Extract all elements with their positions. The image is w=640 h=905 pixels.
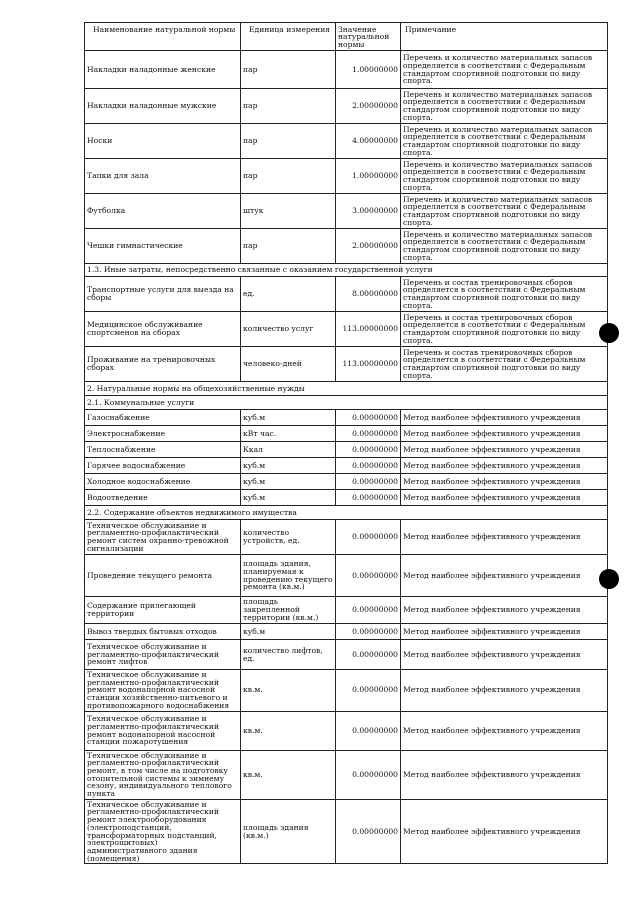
table-row bbox=[85, 159, 608, 194]
row-unit: площадь здания (кв.м.) bbox=[241, 799, 336, 864]
row-name: Проживание на тренировочных сборах bbox=[85, 347, 241, 382]
table-row bbox=[85, 799, 608, 864]
row-value: 0.00000000 bbox=[336, 640, 401, 670]
row-unit: пар bbox=[241, 51, 336, 89]
table-row bbox=[85, 312, 608, 347]
row-value: 0.00000000 bbox=[336, 624, 401, 640]
row-note: Перечень и количество материальных запасов определяется в соответствии с Федеральным стандартом спортивной подготовки по виду спорта. bbox=[401, 194, 608, 229]
row-unit: количество услуг bbox=[241, 312, 336, 347]
header-note: Примечание bbox=[401, 23, 608, 51]
row-value: 0.00000000 bbox=[336, 458, 401, 474]
row-value: 2.00000000 bbox=[336, 89, 401, 124]
row-name: Теплоснабжение bbox=[85, 442, 241, 458]
row-value: 0.00000000 bbox=[336, 426, 401, 442]
table-row bbox=[85, 555, 608, 597]
table-row bbox=[85, 490, 608, 506]
row-unit: количество устройств, ед. bbox=[241, 520, 336, 555]
row-note: Метод наиболее эффективного учреждения bbox=[401, 490, 608, 506]
row-note: Перечень и количество материальных запасов определяется в соответствии с Федеральным стандартом спортивной подготовки по виду спорта. bbox=[401, 51, 608, 89]
table-row bbox=[85, 624, 608, 640]
table-row bbox=[85, 410, 608, 426]
row-name: Электроснабжение bbox=[85, 426, 241, 442]
section-row-2-2-title: 2.2. Содержание объектов недвижимого имущества bbox=[85, 506, 608, 520]
row-name: Проведение текущего ремонта bbox=[85, 555, 241, 597]
row-unit: куб.м bbox=[241, 458, 336, 474]
row-name: Накладки наладонные мужские bbox=[85, 89, 241, 124]
table-row bbox=[85, 640, 608, 670]
row-name: Техническое обслуживание и регламентно-профилактический ремонт лифтов bbox=[85, 640, 241, 670]
row-name: Содержание прилегающей территории bbox=[85, 597, 241, 624]
row-name: Горячее водоснабжение bbox=[85, 458, 241, 474]
row-unit: площадь закрепленной территории (кв.м.) bbox=[241, 597, 336, 624]
row-note: Перечень и количество материальных запасов определяется в соответствии с Федеральным стандартом спортивной подготовки по виду спорта. bbox=[401, 159, 608, 194]
row-unit: куб.м bbox=[241, 410, 336, 426]
norms-table bbox=[84, 22, 608, 864]
row-note: Метод наиболее эффективного учреждения bbox=[401, 520, 608, 555]
row-unit: пар bbox=[241, 229, 336, 264]
section-row-2-2 bbox=[85, 506, 608, 520]
section-row-2 bbox=[85, 382, 608, 396]
row-unit: площадь здания, планируемая к проведению текущего ремонта (кв.м.) bbox=[241, 555, 336, 597]
row-note: Перечень и количество материальных запасов определяется в соответствии с Федеральным стандартом спортивной подготовки по виду спорта. bbox=[401, 89, 608, 124]
row-name: Носки bbox=[85, 124, 241, 159]
row-value: 4.00000000 bbox=[336, 124, 401, 159]
row-note: Метод наиболее эффективного учреждения bbox=[401, 640, 608, 670]
row-unit: ед. bbox=[241, 277, 336, 312]
row-note: Метод наиболее эффективного учреждения bbox=[401, 458, 608, 474]
row-value: 0.00000000 bbox=[336, 750, 401, 799]
table-row bbox=[85, 194, 608, 229]
table-row bbox=[85, 277, 608, 312]
row-name: Техническое обслуживание и регламентно-профилактический ремонт водонапорной насосной станции пожаротушения bbox=[85, 711, 241, 750]
table-row bbox=[85, 442, 608, 458]
row-name: Накладки наладонные женские bbox=[85, 51, 241, 89]
table-row bbox=[85, 520, 608, 555]
table-row bbox=[85, 711, 608, 750]
row-unit: количество лифтов, ед. bbox=[241, 640, 336, 670]
row-note: Перечень и состав тренировочных сборов определяется в соответствии с Федеральным стандартом спортивной подготовки по виду спорта. bbox=[401, 347, 608, 382]
row-value: 0.00000000 bbox=[336, 711, 401, 750]
row-unit: куб.м bbox=[241, 474, 336, 490]
row-name: Техническое обслуживание и регламентно-профилактический ремонт систем охранно-тревожной сигнализации bbox=[85, 520, 241, 555]
row-name: Футболка bbox=[85, 194, 241, 229]
row-value: 0.00000000 bbox=[336, 520, 401, 555]
margin-dot-upper bbox=[599, 323, 619, 343]
row-name: Техническое обслуживание и регламентно-профилактический ремонт электрооборудования (электроподстанций, трансформаторных подстанций, электрощитовых) административного здания (помещения) bbox=[85, 799, 241, 864]
header-value: Значение натуральной нормы bbox=[336, 23, 401, 51]
section-row-1-3-title: 1.3. Иные затраты, непосредственно связанные с оказанием государственной услуги bbox=[85, 264, 608, 277]
row-unit: куб.м bbox=[241, 490, 336, 506]
row-value: 0.00000000 bbox=[336, 799, 401, 864]
row-value: 0.00000000 bbox=[336, 597, 401, 624]
row-name: Вывоз твердых бытовых отходов bbox=[85, 624, 241, 640]
row-unit: штук bbox=[241, 194, 336, 229]
table-row bbox=[85, 597, 608, 624]
table-row bbox=[85, 89, 608, 124]
section-row-2-1-title: 2.1. Коммунальные услуги bbox=[85, 396, 608, 410]
row-value: 0.00000000 bbox=[336, 442, 401, 458]
row-value: 2.00000000 bbox=[336, 229, 401, 264]
table-row bbox=[85, 426, 608, 442]
table-row bbox=[85, 458, 608, 474]
row-note: Метод наиболее эффективного учреждения bbox=[401, 670, 608, 712]
row-name: Холодное водоснабжение bbox=[85, 474, 241, 490]
row-note: Метод наиболее эффективного учреждения bbox=[401, 624, 608, 640]
table-row bbox=[85, 750, 608, 799]
row-name: Медицинское обслуживание спортсменов на сборах bbox=[85, 312, 241, 347]
row-name: Чешки гимнастические bbox=[85, 229, 241, 264]
row-value: 0.00000000 bbox=[336, 670, 401, 712]
row-value: 1.00000000 bbox=[336, 51, 401, 89]
row-unit: куб.м bbox=[241, 624, 336, 640]
row-note: Перечень и количество материальных запасов определяется в соответствии с Федеральным стандартом спортивной подготовки по виду спорта. bbox=[401, 229, 608, 264]
row-note: Метод наиболее эффективного учреждения bbox=[401, 711, 608, 750]
row-unit: кв.м. bbox=[241, 711, 336, 750]
table-row bbox=[85, 347, 608, 382]
section-row-2-title: 2. Натуральные нормы на общехозяйственные нужды bbox=[85, 382, 608, 396]
row-note: Метод наиболее эффективного учреждения bbox=[401, 597, 608, 624]
row-note: Метод наиболее эффективного учреждения bbox=[401, 799, 608, 864]
row-value: 0.00000000 bbox=[336, 490, 401, 506]
row-name: Тапки для зала bbox=[85, 159, 241, 194]
row-name: Газоснабжение bbox=[85, 410, 241, 426]
table-row bbox=[85, 670, 608, 712]
table-row bbox=[85, 124, 608, 159]
header-name: Наименование натуральной нормы bbox=[85, 23, 241, 51]
row-note: Метод наиболее эффективного учреждения bbox=[401, 442, 608, 458]
row-name: Водоотведение bbox=[85, 490, 241, 506]
row-note: Перечень и количество материальных запасов определяется в соответствии с Федеральным стандартом спортивной подготовки по виду спорта. bbox=[401, 124, 608, 159]
row-unit: кв.м. bbox=[241, 670, 336, 712]
row-note: Метод наиболее эффективного учреждения bbox=[401, 474, 608, 490]
row-unit: кв.м. bbox=[241, 750, 336, 799]
table-row bbox=[85, 51, 608, 89]
row-note: Метод наиболее эффективного учреждения bbox=[401, 426, 608, 442]
row-name: Техническое обслуживание и регламентно-профилактический ремонт, в том числе на подготовку отопительной системы к зимнему сезону, индивидуального теплового пункта bbox=[85, 750, 241, 799]
header-unit: Единица измерения bbox=[241, 23, 336, 51]
row-unit: пар bbox=[241, 159, 336, 194]
row-unit: человеко-дней bbox=[241, 347, 336, 382]
table-row bbox=[85, 229, 608, 264]
row-note: Метод наиболее эффективного учреждения bbox=[401, 410, 608, 426]
row-unit: пар bbox=[241, 89, 336, 124]
row-note: Перечень и состав тренировочных сборов определяется в соответствии с Федеральным стандартом спортивной подготовки по виду спорта. bbox=[401, 312, 608, 347]
row-value: 8.00000000 bbox=[336, 277, 401, 312]
row-note: Перечень и состав тренировочных сборов определяется в соответствии с Федеральным стандартом спортивной подготовки по виду спорта. bbox=[401, 277, 608, 312]
row-value: 3.00000000 bbox=[336, 194, 401, 229]
norms-page bbox=[84, 22, 607, 864]
row-unit: пар bbox=[241, 124, 336, 159]
row-value: 113.00000000 bbox=[336, 312, 401, 347]
margin-dot-lower bbox=[599, 569, 619, 589]
row-value: 1.00000000 bbox=[336, 159, 401, 194]
row-value: 113.00000000 bbox=[336, 347, 401, 382]
table-row bbox=[85, 474, 608, 490]
row-name: Транспортные услуги для выезда на сборы bbox=[85, 277, 241, 312]
row-value: 0.00000000 bbox=[336, 410, 401, 426]
row-value: 0.00000000 bbox=[336, 474, 401, 490]
section-row-1-3 bbox=[85, 264, 608, 277]
row-unit: Ккал bbox=[241, 442, 336, 458]
row-name: Техническое обслуживание и регламентно-профилактический ремонт водонапорной насосной станции хозяйственно-питьевого и противопожарного водоснабжения bbox=[85, 670, 241, 712]
table-header-row bbox=[85, 23, 608, 51]
row-note: Метод наиболее эффективного учреждения bbox=[401, 750, 608, 799]
section-row-2-1 bbox=[85, 396, 608, 410]
row-unit: кВт час. bbox=[241, 426, 336, 442]
row-note: Метод наиболее эффективного учреждения bbox=[401, 555, 608, 597]
row-value: 0.00000000 bbox=[336, 555, 401, 597]
